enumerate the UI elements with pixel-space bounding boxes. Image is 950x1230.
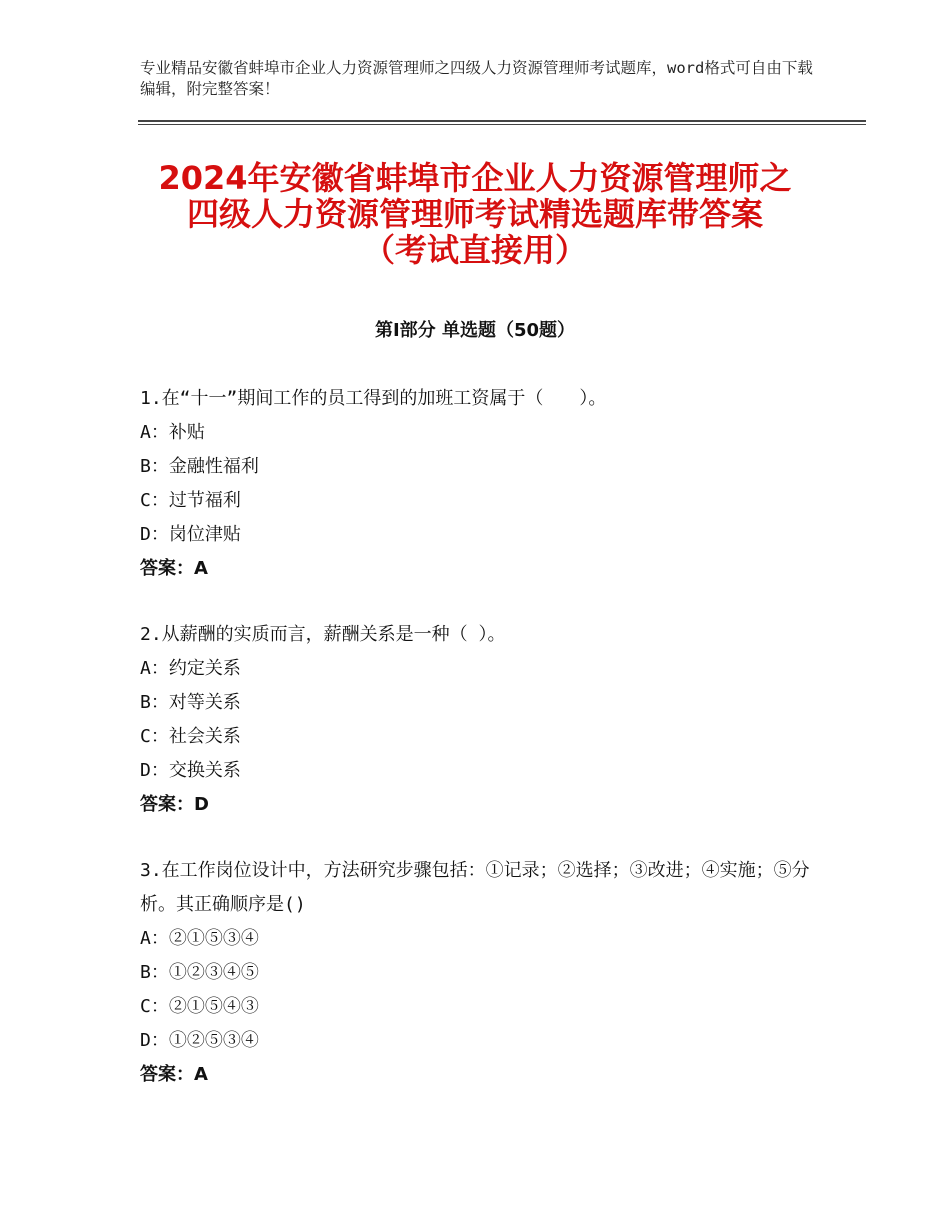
option-a: A：②①⑤③④ <box>140 928 259 949</box>
option-c: C：②①⑤④③ <box>140 996 259 1017</box>
option-c: C：社会关系 <box>140 726 241 747</box>
question-stem: 2.从薪酬的实质而言，薪酬关系是一种（ ）。 <box>140 624 506 645</box>
header-note: 专业精品安徽省蚌埠市企业人力资源管理师之四级人力资源管理师考试题库，word格式可自由下载编辑，附完整答案！ <box>140 59 813 98</box>
title-line-3: （考试直接用） <box>362 231 587 269</box>
question-1 <box>140 382 820 586</box>
option-b: B：①②③④⑤ <box>140 962 259 983</box>
option-a: A：补贴 <box>140 422 205 443</box>
title-line-1: 2024年安徽省蚌埠市企业人力资源管理师之 <box>158 159 792 197</box>
header-divider <box>138 120 866 122</box>
question-3 <box>140 854 820 1092</box>
option-b: B：对等关系 <box>140 692 241 713</box>
option-d: D：交换关系 <box>140 760 241 781</box>
header-divider-thin <box>138 124 866 125</box>
answer: 答案：A <box>140 558 208 579</box>
section-title: 第Ⅰ部分 单选题（50题） <box>374 320 575 341</box>
answer: 答案：D <box>140 794 209 815</box>
answer: 答案：A <box>140 1064 208 1085</box>
option-d: D：①②⑤③④ <box>140 1030 259 1051</box>
title-line-2: 四级人力资源管理师考试精选题库带答案 <box>186 195 763 233</box>
option-c: C：过节福利 <box>140 490 241 511</box>
option-d: D：岗位津贴 <box>140 524 241 545</box>
option-b: B：金融性福利 <box>140 456 259 477</box>
document-title <box>60 160 890 268</box>
question-2 <box>140 618 820 822</box>
question-stem: 1.在“十一”期间工作的员工得到的加班工资属于（ ）。 <box>140 388 607 409</box>
option-a: A：约定关系 <box>140 658 241 679</box>
question-list <box>140 382 820 1124</box>
question-stem: 3.在工作岗位设计中，方法研究步骤包括：①记录；②选择；③改进；④实施；⑤分析。其正确顺序是() <box>140 860 810 915</box>
